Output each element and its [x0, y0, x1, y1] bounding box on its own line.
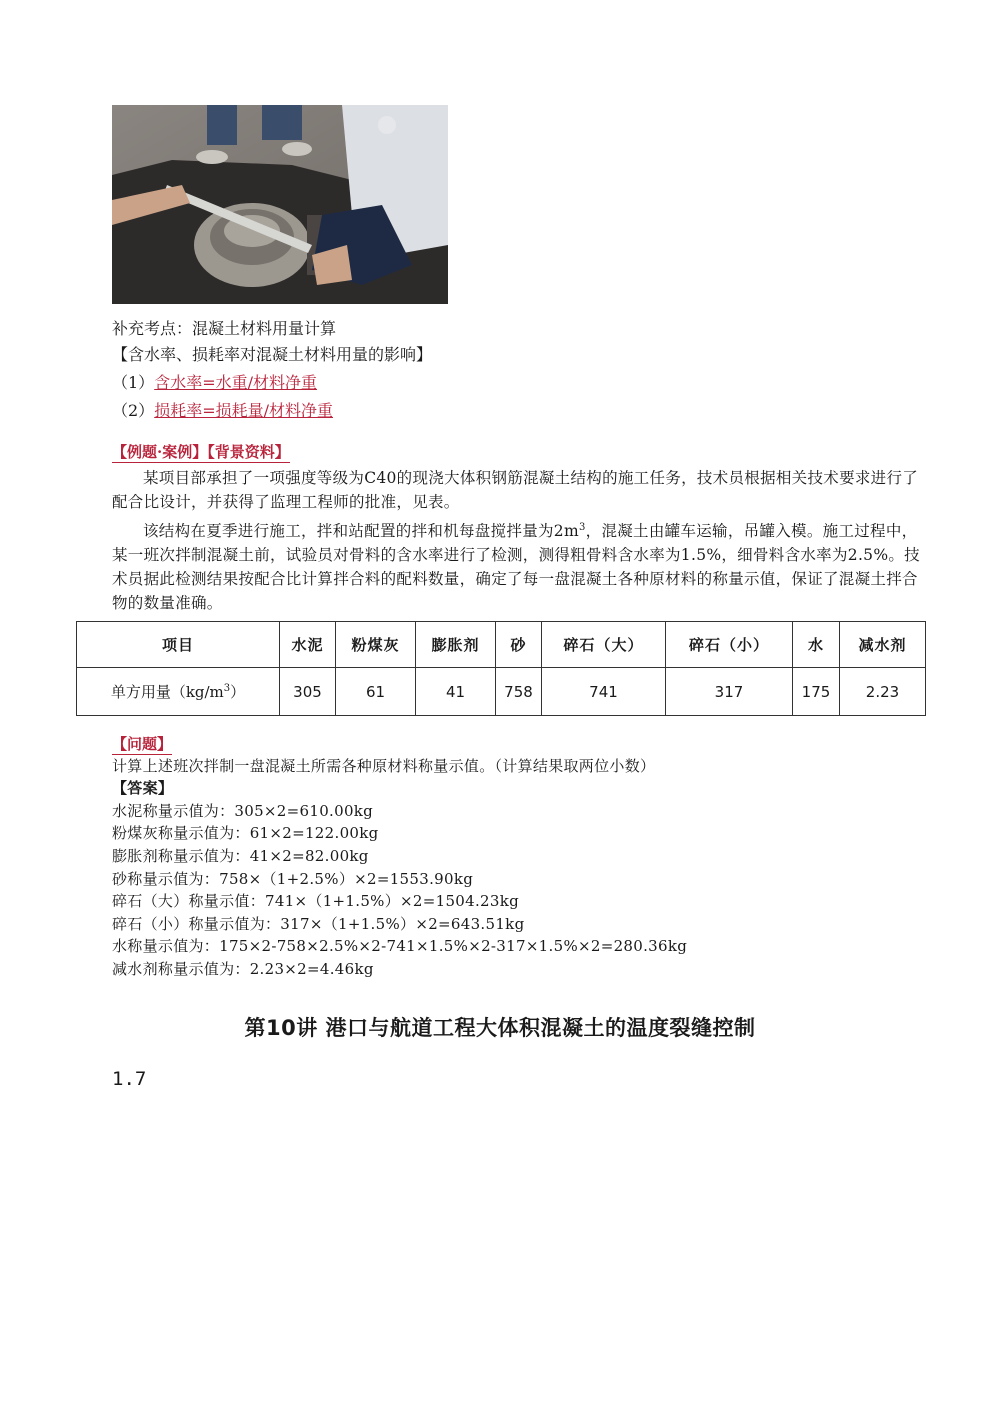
header-cell: 粉煤灰 [336, 622, 416, 668]
formula-text: 含水率=水重/材料净重 [154, 373, 317, 392]
answer-line: 减水剂称量示值为：2.23×2=4.46kg [112, 960, 374, 978]
header-cell: 水泥 [280, 622, 336, 668]
formula-item-2 [112, 400, 333, 422]
header-cell: 碎石（大） [542, 622, 666, 668]
formula-num: （2） [112, 401, 155, 420]
answer-line: 碎石（小）称量示值为：317×（1+1.5%）×2=643.51kg [112, 915, 525, 933]
value-cell: 2.23 [840, 668, 926, 716]
value-cell: 741 [542, 668, 666, 716]
row-label-close: ） [230, 683, 246, 701]
value-cell: 61 [336, 668, 416, 716]
answer-tag: 【答案】 [112, 779, 174, 797]
case-paragraph-1: 某项目部承担了一项强度等级为C40的现浇大体积钢筋混凝土结构的施工任务，技术员根据相关技术要求进行了配合比设计，并获得了监理工程师的批准，见表。 [112, 469, 919, 511]
value-cell: 175 [793, 668, 840, 716]
slump-test-photo [112, 105, 448, 304]
formula-num: （1） [112, 373, 155, 392]
formula-text: 损耗率=损耗量/材料净重 [154, 401, 333, 420]
answer-line: 粉煤灰称量示值为：61×2=122.00kg [112, 824, 379, 842]
question-text: 计算上述班次拌制一盘混凝土所需各种原材料称量示值。（计算结果取两位小数） [112, 757, 656, 775]
para2-text-b: ，混凝土由罐车运输，吊罐入模。施工过程中，某一班次拌制混凝土前，试验员对骨料的含水率进行了检测，测得粗骨料含水率为1.5%，细骨料含水率为2.5%。技术员据此检测结果按配合比计算拌合料的配料数量，确定了每一盘混凝土各种原材料的称量示值，保证了混凝土拌合物的数量准确。 [112, 522, 920, 613]
value-cell: 305 [280, 668, 336, 716]
answer-line: 水泥称量示值为：305×2=610.00kg [112, 802, 374, 820]
formula-item-1 [112, 372, 317, 394]
case-tag-line [112, 441, 290, 463]
case-tag: 【例题·案例】【背景资料】 [112, 443, 290, 461]
para2-superscript: 3 [578, 522, 586, 533]
question-tag-line [112, 733, 172, 755]
question-tag: 【问题】 [112, 735, 173, 753]
lecture-heading: 第10讲 港口与航道工程大体积混凝土的温度裂缝控制 [244, 1016, 756, 1040]
answer-line: 膨胀剂称量示值为：41×2=82.00kg [112, 847, 369, 865]
table-row [77, 668, 926, 716]
answer-line: 水称量示值为：175×2-758×2.5%×2-741×1.5%×2-317×1.5%×2=280.36kg [112, 937, 688, 955]
para2-text-a: 该结构在夏季进行施工，拌和站配置的拌和机每盘搅拌量为2m [143, 522, 579, 541]
header-cell: 水 [793, 622, 840, 668]
row-label [77, 668, 280, 716]
header-cell: 碎石（小） [666, 622, 793, 668]
value-cell: 758 [496, 668, 542, 716]
table-header-row [77, 622, 926, 668]
answer-line: 碎石（大）称量示值：741×（1+1.5%）×2=1504.23kg [112, 892, 520, 910]
supplement-bracket: 【含水率、损耗率对混凝土材料用量的影响】 [112, 345, 433, 364]
mix-proportion-table [76, 621, 926, 716]
value-cell: 41 [416, 668, 496, 716]
site-photo [112, 105, 448, 304]
header-cell: 膨胀剂 [416, 622, 496, 668]
header-cell: 项目 [77, 622, 280, 668]
header-cell: 减水剂 [840, 622, 926, 668]
answer-line: 砂称量示值为：758×（1+2.5%）×2=1553.90kg [112, 870, 474, 888]
case-paragraph-2 [112, 516, 927, 615]
header-cell: 砂 [496, 622, 542, 668]
value-cell: 317 [666, 668, 793, 716]
row-label-superscript: 3 [223, 683, 231, 694]
supplement-title: 补充考点：混凝土材料用量计算 [112, 319, 337, 338]
row-label-text: 单方用量（kg/m [110, 683, 224, 701]
section-number: 1.7 [112, 1068, 147, 1090]
